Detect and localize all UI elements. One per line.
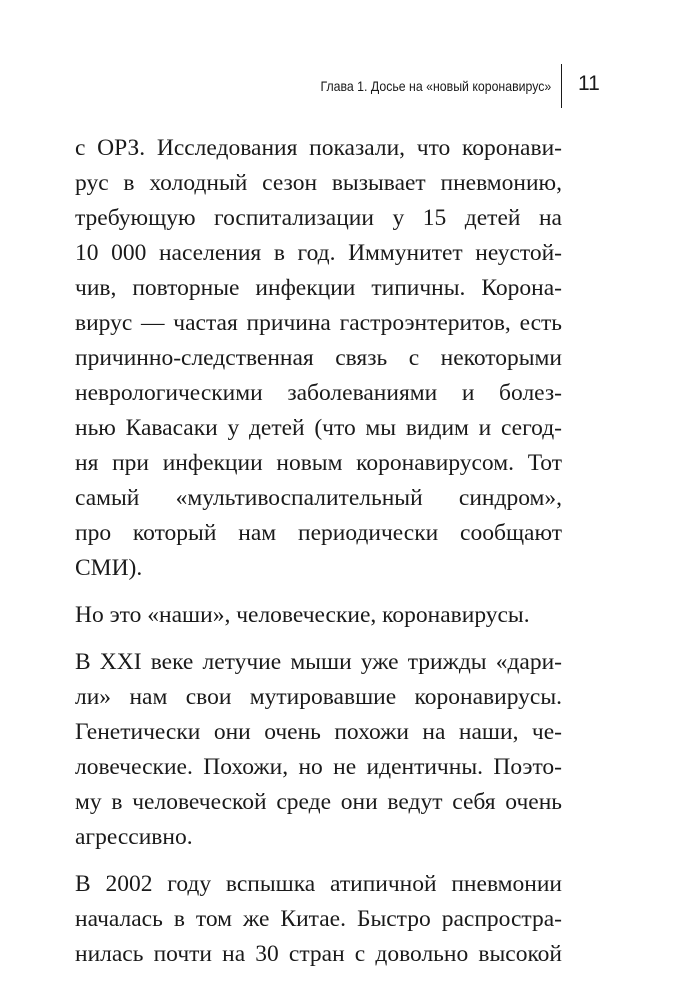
header-divider bbox=[561, 64, 562, 108]
body-text bbox=[75, 131, 562, 972]
page-number: 11 bbox=[578, 72, 600, 95]
text-line: чив, повторные инфекции типичны. Корона- bbox=[75, 275, 562, 301]
text-line: рус в холодный сезон вызывает пневмонию, bbox=[75, 170, 562, 196]
text-line: агрессивно. bbox=[75, 824, 193, 850]
paragraph-2 bbox=[75, 598, 562, 633]
text-line: самый «мультивоспалительный синдром», bbox=[75, 485, 562, 511]
text-line: вирус — частая причина гастроэнтеритов, есть bbox=[75, 310, 562, 336]
text-line: В 2002 году вспышка атипичной пневмонии bbox=[75, 871, 562, 897]
text-line: ня при инфекции новым коронавирусом. Тот bbox=[75, 450, 562, 476]
chapter-title: Глава 1. Досье на «новый коронавирус» bbox=[320, 78, 551, 94]
text-line: Но это «наши», человеческие, коронавирусы. bbox=[75, 602, 530, 628]
text-line: началась в том же Китае. Быстро распростра- bbox=[75, 906, 562, 932]
text-line: Генетически они очень похожи на наши, че- bbox=[75, 719, 562, 745]
text-line: ловеческие. Похожи, но не идентичны. Поэто- bbox=[75, 754, 562, 780]
text-line: причинно-следственная связь с некоторыми bbox=[75, 345, 562, 371]
text-line: неврологическими заболеваниями и болез- bbox=[75, 380, 562, 406]
text-line: с ОРЗ. Исследования показали, что коронави- bbox=[75, 135, 562, 161]
text-line: нью Кавасаки у детей (что мы видим и сегод- bbox=[75, 415, 562, 441]
text-line: ли» нам свои мутировавшие коронавирусы. bbox=[75, 684, 562, 710]
running-head bbox=[0, 64, 681, 112]
text-line: В XXI веке летучие мыши уже трижды «дари- bbox=[75, 649, 562, 675]
paragraph-4 bbox=[75, 867, 562, 972]
text-line: 10 000 населения в год. Иммунитет неустой- bbox=[75, 240, 562, 266]
text-line: нилась почти на 30 стран с довольно высокой bbox=[75, 941, 562, 967]
text-line: про который нам периодически сообщают bbox=[75, 520, 562, 546]
paragraph-3 bbox=[75, 645, 562, 855]
text-line: му в человеческой среде они ведут себя очень bbox=[75, 789, 562, 815]
text-line: требующую госпитализации у 15 детей на bbox=[75, 205, 562, 231]
paragraph-1 bbox=[75, 131, 562, 586]
text-line: СМИ). bbox=[75, 555, 143, 581]
